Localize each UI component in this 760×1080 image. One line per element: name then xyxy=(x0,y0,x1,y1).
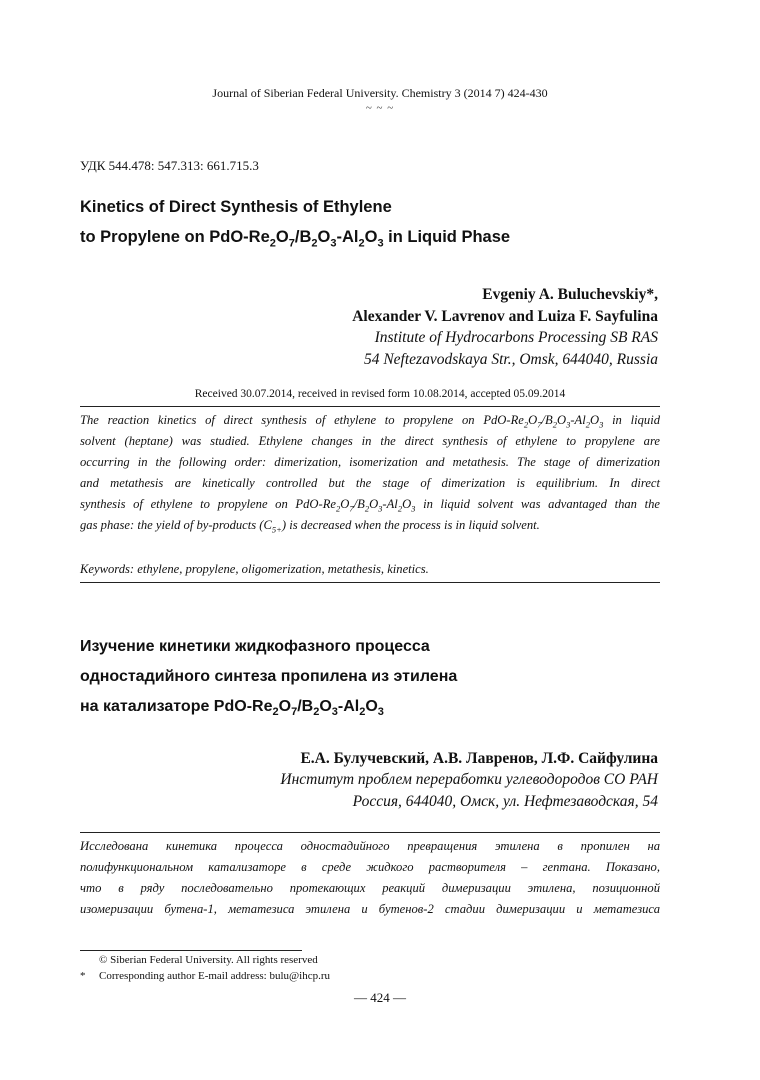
author-institute: Institute of Hydrocarbons Processing SB RAS xyxy=(374,329,658,346)
english-title-line2: to Propylene on PdO-$Re_2O_7/B_2O_3-Al_2O_3$ in Liquid Phase xyxy=(80,228,511,250)
abstract-line: synthesis of ethylene to propylene on PdO-$Re_2O_7/B_2O_3-Al_2O_3$ in liquid solvent was advantaged than the xyxy=(80,497,660,514)
abstract-line: изомеризации бутена-1, метатезиса этилена и бутенов-2 стадии димеризации и метатезиса xyxy=(80,902,660,916)
russian-abstract xyxy=(80,836,660,920)
russian-title xyxy=(80,632,680,722)
keywords-bottom-rule xyxy=(80,582,660,583)
abstract-line: Исследована кинетика процесса одностадийного превращения этилена в пропилен на xyxy=(80,839,660,853)
author-line-2: Alexander V. Lavrenov and Luiza F. Sayfulina xyxy=(352,308,658,325)
header-separator: ~ ~ ~ xyxy=(365,102,395,114)
footnote-copyright: © Siberian Federal University. All rights reserved xyxy=(99,954,318,966)
russian-institute: Институт проблем переработки углеводородов СО РАН xyxy=(280,771,658,788)
abstract-line: solvent (heptane) was studied. Ethylene changes in the direct synthesis of ethylene to propylene are xyxy=(80,434,660,448)
received-dates: Received 30.07.2014, received in revised form 10.08.2014, accepted 05.09.2014 xyxy=(194,388,566,400)
russian-authors: Е.А. Булучевский, А.В. Лавренов, Л.Ф. Сайфулина xyxy=(300,750,658,767)
udk-code: УДК 544.478: 547.313: 661.715.3 xyxy=(80,158,259,173)
russian-title-line2: одностадийного синтеза пропилена из этилена xyxy=(80,668,458,685)
author-line-1: Evgeniy A. Buluchevskiy*, xyxy=(482,286,658,303)
author-address: 54 Neftezavodskaya Str., Omsk, 644040, Russia xyxy=(363,351,658,368)
abstract-line: что в ряду последовательно протекающих реакций димеризации этилена, позиционной xyxy=(80,881,660,895)
abstract-line: and metathesis are kinetically controlled but the stage of dimerization is equilibrium. In direct xyxy=(80,476,660,490)
english-abstract xyxy=(80,410,660,536)
russian-abstract-top-rule xyxy=(80,832,660,833)
abstract-line: The reaction kinetics of direct synthesis of ethylene to propylene on PdO-$Re_2O_7/B_2O_3-Al_2O_3$ in liquid xyxy=(80,413,660,430)
abstract-line: полифункциональном катализаторе в среде жидкого растворителя – гептана. Показано, xyxy=(80,860,660,874)
footnote-corresponding: Corresponding author E-mail address: bulu@ihcp.ru xyxy=(99,970,330,982)
keywords: Keywords: ethylene, propylene, oligomerization, metathesis, kinetics. xyxy=(80,562,429,576)
journal-header: Journal of Siberian Federal University. Chemistry 3 (2014 7) 424-430 xyxy=(212,86,548,100)
russian-title-line3: на катализаторе PdO-$Re_2O_7/B_2O_3-Al_2O_3$ xyxy=(80,698,384,719)
russian-title-line1: Изучение кинетики жидкофазного процесса xyxy=(80,638,430,655)
abstract-line: gas phase: the yield of by-products $(C_{5+})$ is decreased when the process is in liquid solvent. xyxy=(80,518,540,535)
abstract-top-rule xyxy=(80,406,660,407)
russian-address: Россия, 644040, Омск, ул. Нефтезаводская, 54 xyxy=(352,793,658,810)
abstract-line: occurring in the following order: dimerization, isomerization and metathesis. The stage of dimerization xyxy=(80,455,660,469)
english-title-line1: Kinetics of Direct Synthesis of Ethylene xyxy=(80,198,392,216)
footnote-rule xyxy=(80,950,302,951)
english-title xyxy=(80,192,680,252)
footnote-star: * xyxy=(80,970,86,982)
page-number: — 424 — xyxy=(354,990,406,1005)
